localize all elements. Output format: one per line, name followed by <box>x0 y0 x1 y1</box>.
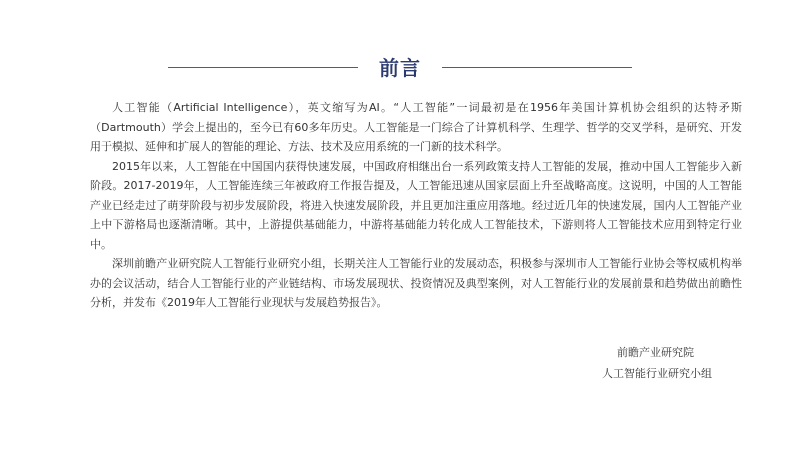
preface-body <box>90 98 742 313</box>
signature-org: 前瞻产业研究院 <box>617 346 694 359</box>
signature-block <box>602 342 712 384</box>
paragraph-2: 2015年以来，人工智能在中国国内获得快速发展，中国政府相继出台一系列政策支持人工智能的发展，推动中国人工智能步入新阶段。2017-2019年，人工智能连续三年被政府工作报告提及，人工智能迅速从国家层面上升至战略高度。这说明，中国的人工智能产业已经走过了萌芽阶段与初步发展阶段，将进入快速发展阶段，并且更加注重应用落地。经过近几年的快速发展，国内人工智能产业上中下游格局也逐渐清晰。其中，上游提供基础能力，中游将基础能力转化成人工智能技术，下游则将人工智能技术应用到特定行业中。 <box>90 159 742 251</box>
paragraph-3: 深圳前瞻产业研究院人工智能行业研究小组，长期关注人工智能行业的发展动态，积极参与深圳市人工智能行业协会等权威机构举办的会议活动，结合人工智能行业的产业链结构、市场发展现状、投资情况及典型案例，对人工智能行业的发展前景和趋势做出前瞻性分析，并发布《2019年人工智能行业现状与发展趋势报告》。 <box>90 257 742 309</box>
page-title: 前言 <box>379 56 421 80</box>
title-bar <box>0 54 800 84</box>
signature-team: 人工智能行业研究小组 <box>602 367 712 380</box>
paragraph-1: 人工智能（Artificial Intelligence），英文缩写为AI。“人工智能”一词最初是在1956年美国计算机协会组织的达特矛斯（Dartmouth）学会上提出的，至今已有60多年历史。人工智能是一门综合了计算机科学、生理学、哲学的交叉学科，是研究、开发用于模拟、延伸和扩展人的智能的理论、方法、技术及应用系统的一门新的技术科学。 <box>90 101 742 153</box>
title-rule-right <box>442 67 632 68</box>
